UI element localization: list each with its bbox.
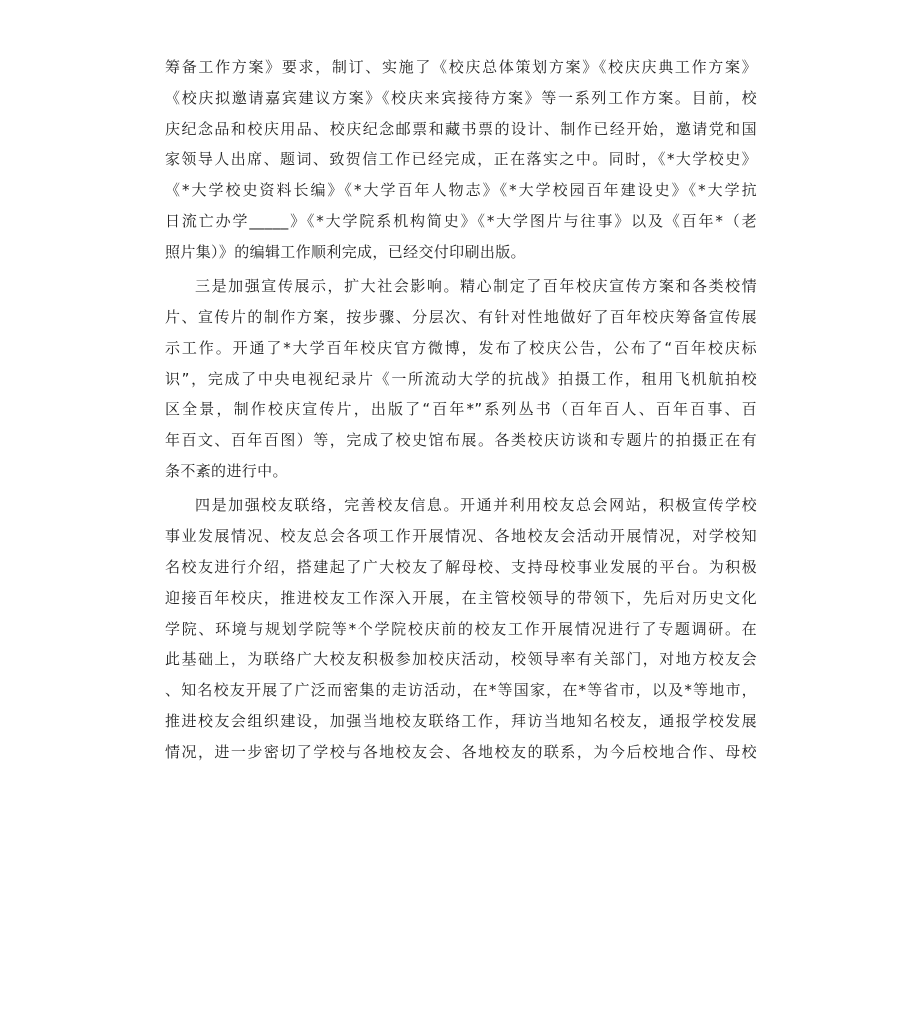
text-line: 年百文、百年百图）等，完成了校史馆布展。各类校庆访谈和专题片的拍摄正在有 [165,431,757,450]
paragraph-1 [165,52,757,268]
paragraph-2 [165,271,757,487]
text-line: 照片集）》的编辑工作顺利完成，已经交付印刷出版。 [165,242,526,261]
text-line: 此基础上，为联络广大校友积极参加校庆活动，校领导率有关部门，对地方校友会 [165,650,757,669]
text-line: 区全景，制作校庆宣传片，出版了“百年*”系列丛书（百年百人、百年百事、百 [165,400,757,419]
text-line: 条不紊的进行中。 [165,461,288,480]
text-line: 家领导人出席、题词、致贺信工作已经完成，正在落实之中。同时，《*大学校史》 [165,150,757,169]
text-line: 《*大学校史资料长编》《*大学百年人物志》《*大学校园百年建设史》《*大学抗 [165,181,757,200]
text-line: 推进校友会组织建设，加强当地校友联络工作，拜访当地知名校友，通报学校发展 [165,711,757,730]
text-line: 《校庆拟邀请嘉宾建议方案》《校庆来宾接待方案》等一系列工作方案。目前，校 [165,88,757,107]
text-line: 四是加强校友联络，完善校友信息。开通并利用校友总会网站，积极宣传学校 [195,496,757,515]
text-line: 事业发展情况、校友总会各项工作开展情况、各地校友会活动开展情况，对学校知 [165,527,757,546]
text-line: 迎接百年校庆，推进校友工作深入开展，在主管校领导的带领下，先后对历史文化 [165,588,757,607]
document-body [165,52,757,768]
text-line: 识”，完成了中央电视纪录片《一所流动大学的抗战》拍摄工作，租用飞机航拍校 [165,369,757,388]
text-line: 学院、环境与规划学院等*个学院校庆前的校友工作开展情况进行了专题调研。在 [165,619,757,638]
text-line: 名校友进行介绍，搭建起了广大校友了解母校、支持母校事业发展的平台。为积极 [165,557,757,576]
text-line: 日流亡办学_____》《*大学院系机构简史》《*大学图片与往事》以及《百年*（老 [165,211,757,230]
text-line: 筹备工作方案》要求，制订、实施了《校庆总体策划方案》《校庆庆典工作方案》 [165,58,757,76]
text-line: 三是加强宣传展示，扩大社会影响。精心制定了百年校庆宣传方案和各类校情 [195,277,757,296]
text-line: 情况，进一步密切了学校与各地校友会、各地校友的联系，为今后校地合作、母校 [165,742,757,761]
text-line: 庆纪念品和校庆用品、校庆纪念邮票和藏书票的设计、制作已经开始，邀请党和国 [165,119,757,138]
text-line: 片、宣传片的制作方案，按步骤、分层次、有针对性地做好了百年校庆筹备宣传展 [165,307,757,326]
text-line: 、知名校友开展了广泛而密集的走访活动，在*等国家，在*等省市，以及*等地市， [165,681,757,700]
paragraph-3 [165,490,757,767]
text-line: 示工作。开通了*大学百年校庆官方微博，发布了校庆公告，公布了“百年校庆标 [165,338,757,357]
